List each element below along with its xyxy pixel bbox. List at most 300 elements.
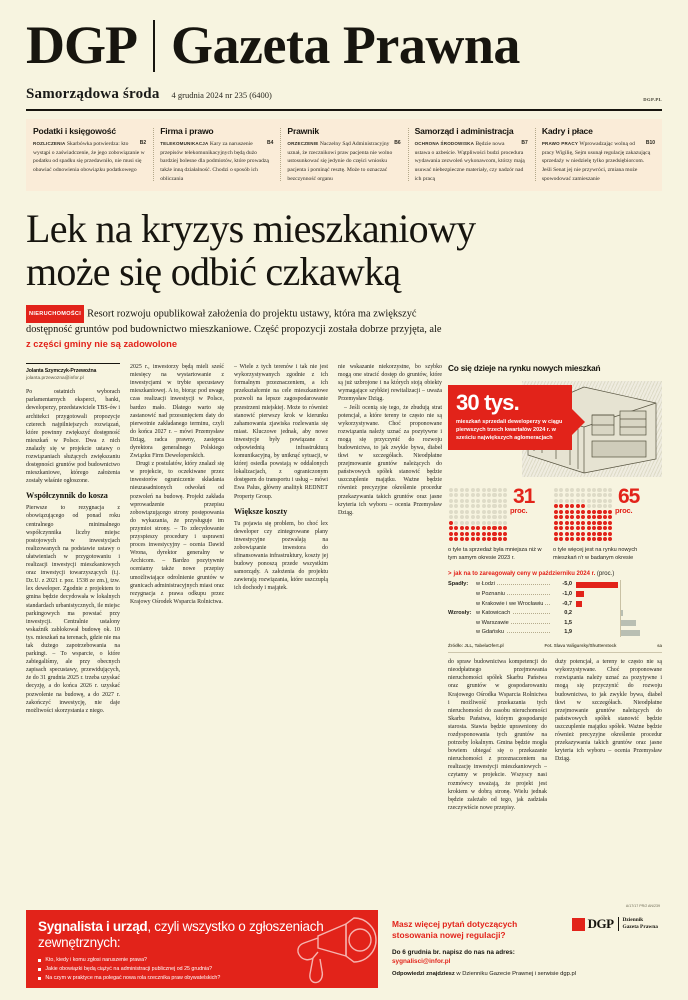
dot-row — [448, 520, 510, 525]
chart-value-label: 1,5 — [564, 619, 572, 626]
dot — [460, 526, 464, 530]
chart-category-name: w Krakowie i we Wrocławiu — [476, 600, 544, 607]
chart-title-text: jak na to zareagowały ceny w październiku 2024 r. — [453, 570, 596, 577]
dot — [581, 521, 585, 525]
teaser-body — [160, 140, 273, 183]
chart-category-label — [476, 591, 550, 597]
dot — [608, 504, 612, 508]
dot — [454, 499, 458, 503]
chart-group-label: Spadły: — [448, 581, 469, 588]
dot — [603, 521, 607, 525]
dot — [603, 526, 607, 530]
dot — [460, 488, 464, 492]
teaser-page-ref: B10 — [645, 140, 656, 146]
dot — [565, 521, 569, 525]
stat-value: 65 — [618, 485, 640, 509]
chart-zero-line — [620, 599, 621, 609]
dot — [570, 526, 574, 530]
dot — [449, 499, 453, 503]
dot — [581, 537, 585, 541]
dot — [559, 537, 563, 541]
dot — [471, 521, 475, 525]
chart-bar-track — [576, 628, 662, 638]
source-line — [448, 643, 662, 653]
dot — [503, 510, 507, 514]
chart-value-label: -1,0 — [562, 590, 572, 597]
dot — [581, 515, 585, 519]
dot — [570, 537, 574, 541]
dot — [603, 504, 607, 508]
teaser-kicker: TELEKOMUNIKACJA — [160, 141, 209, 146]
chart-row — [448, 628, 662, 638]
dot — [608, 510, 612, 514]
dot — [554, 537, 558, 541]
chevron-right-icon: > — [448, 570, 452, 577]
teaser-body — [415, 140, 528, 183]
dot — [603, 532, 607, 536]
dot — [608, 488, 612, 492]
dgp-logo: DGP — [26, 15, 137, 75]
dot — [559, 488, 563, 492]
dot — [498, 499, 502, 503]
dot — [587, 504, 591, 508]
dot-row — [553, 520, 615, 525]
dot — [576, 504, 580, 508]
dot — [487, 537, 491, 541]
dot — [503, 504, 507, 508]
article-column-1 — [26, 363, 130, 812]
dot — [487, 499, 491, 503]
dot — [570, 532, 574, 536]
dot — [471, 515, 475, 519]
dot — [482, 526, 486, 530]
ad-answer-line — [392, 971, 662, 977]
byline-rule — [26, 363, 120, 364]
dot — [498, 493, 502, 497]
ad-headline-rest: , czyli wszystko o zgłoszeniach zewnętrznych: — [38, 919, 324, 950]
teaser-text: Skarbówka potwierdza: kto wystąpi o zaświadczenie, że jego zobowiązanie w podatku od spadku się przedawniło, nie musi się obawiać odnowienia obowiązku podatkowego — [33, 141, 145, 173]
dot — [603, 488, 607, 492]
dot — [492, 510, 496, 514]
dot — [498, 510, 502, 514]
dot — [492, 493, 496, 497]
chart-category-name: w Gdańsku — [476, 629, 504, 636]
dot — [597, 515, 601, 519]
chart-row — [448, 608, 662, 618]
stat-top — [448, 487, 549, 542]
dot — [503, 499, 507, 503]
dot — [592, 499, 596, 503]
chart-bar — [576, 601, 582, 607]
dot — [487, 515, 491, 519]
dot — [559, 515, 563, 519]
dot — [449, 537, 453, 541]
dot — [581, 493, 585, 497]
dot — [581, 504, 585, 508]
chart-zero-line — [620, 580, 621, 590]
dot — [597, 510, 601, 514]
dot — [554, 526, 558, 530]
dot — [498, 526, 502, 530]
dot — [449, 504, 453, 508]
dot — [476, 510, 480, 514]
lead-highlight: z części gminy nie są zadowolone — [26, 338, 178, 350]
teaser-heading: Podatki i księgowość — [33, 126, 116, 136]
dot — [597, 493, 601, 497]
teaser-kadry-i-place[interactable] — [535, 126, 662, 183]
dot — [576, 521, 580, 525]
dot — [559, 526, 563, 530]
dot-row — [448, 531, 510, 536]
dot — [487, 521, 491, 525]
dot — [554, 532, 558, 536]
paragraph: do spraw budownictwa kompetencji do nieodpłatnego przejmowania nieruchomości spółek Skarbu Państwa oraz gruntów w gospodarowaniu Krajowego Ośrodka Wsparcia Rolnictwa i możliwość przekazania tych nieruchomości do zasobu nieruchomości Skarbu Państwa, którym gospodaruje starosta. Stawia będzie uprawniony do rozdysponowania tych gruntów na potrzeby lokalnym. Gmina będzie mogła bowiem ubiegać się o przekazanie nieruchomości z przeznaczeniem na realizację inwestycji mieszkaniowych – czytamy w projekcie. Wszyscy nasi rozmówcy uważają, że projekt jest krokiem w dobrą stronę. Wielu jednak będzie zależało od tego, jak zadziała rzeczywiście nowe przepisy. — [448, 659, 547, 811]
dot — [476, 515, 480, 519]
lead-text: Resort rozwoju opublikował założenia do projektu ustawy, która ma zwiększyć dostępność gruntów pod budownictwo mieszkaniowe. Część propozycji została dobrze przyjęta, ale — [26, 308, 442, 335]
chart-value-label: -0,7 — [562, 600, 572, 607]
infographic-title: Co się dzieje na rynku nowych mieszkań — [448, 363, 601, 374]
dot — [603, 499, 607, 503]
paragraph: – Wiele z tych terenów i tak nie jest wykorzystywanych zgodnie z ich formalnym przeznaczeniem, a ich przekształcenie na cele mieszkaniowe pozwoli na lepsze zagospodarowanie przestrzeni miejskiej. Może to również stanowić pierwszy krok w kierunku zahamowania zjawiska rozlewania się miast. Kluczowe jednak, aby nowe inwestycje były powiązane z odpowiednią infrastrukturą komunikacyjną, by uniknąć sytuacji, w której osiedla powstają w oddalonych lokalizacjach, z ograniczonym dostępem do transportu i usług – mówi Ewa Palus, główny analityk REDNET Property Group. — [234, 364, 328, 500]
bullet-text: Na czym w praktyce ma polegać nowa rola rzecznika praw obywatelskich? — [45, 975, 221, 981]
stat-card-2 — [553, 487, 658, 563]
dot — [559, 499, 563, 503]
dot — [503, 532, 507, 536]
paragraph: Po ostatnich wyborach parlamentarnych eksperci, banki, deweloperzy, przedstawiciele TBS-ów i architekci przygotowali propozycje czterech najpilniejszych rozwiązań, które powinny zwiększyć dostępność mieszkań w Polsce. Dwa z nich znalazły się w projekcie ustawy o rozwiązaniach służących zwiększaniu dostępności gruntów pod budownictwo mieszkaniowe, którego założenia zostały właśnie ogłoszone. — [26, 389, 120, 485]
stat-group — [448, 487, 662, 563]
dot — [559, 521, 563, 525]
bullet-text: Jakie obowiązki będą ciążyć na administracji publicznej od 25 grudnia? — [45, 966, 213, 972]
teaser-page-ref: B7 — [521, 140, 528, 146]
teaser-text: Wprowadzając wolną od pracy Wigilię, Sejm usunął regulację zakazującą sprzedaży w niedzielę tylko przedsiębiorcom. Jeśli Senat jej nie przywróci, zmiana może spowodować zamieszanie — [541, 141, 651, 182]
dot — [482, 493, 486, 497]
dot — [471, 504, 475, 508]
dot — [581, 510, 585, 514]
teaser-body — [287, 140, 400, 183]
teaser-page-ref: B4 — [267, 140, 274, 146]
chart-row — [448, 580, 662, 590]
dot — [454, 515, 458, 519]
teaser-heading: Prawnik — [287, 126, 319, 136]
info-column-1 — [448, 658, 555, 812]
dot — [465, 488, 469, 492]
paragraph: Tu pojawia się problem, bo choć lex deweloper czy zintegrowane plany inwestycyjne pozwalają na zobowiązanie inwestora do sfinansowania infrastruktury, koszty jej budowy ponoszą przede wszystkim samorządy. A założenia do projektu zawierają rozwiązania, które uszczuplą ich dochody i majątek. — [234, 520, 328, 592]
dot — [554, 499, 558, 503]
dot — [608, 532, 612, 536]
dot — [592, 532, 596, 536]
chart-value-label: 0,2 — [564, 610, 572, 617]
dot — [460, 532, 464, 536]
edition-date: 4 grudnia 2024 nr 235 (6400) — [171, 90, 272, 100]
chart-category-label — [476, 601, 550, 607]
dot — [476, 526, 480, 530]
dot — [587, 532, 591, 536]
dot — [449, 521, 453, 525]
paragraph: Pierwsze to rezygnacja z obowiązującego od ponad roku centralnego minimalnego współczynnika liczby miejsc postojowych w inwestycjach realizowanych na podstawie ustawy o ułatwieniach w przygotowaniu i realizacji inwestycji mieszkaniowych oraz inwestycji towarzyszących (t.j. Dz.U. z 2021 r. poz. 1538 ze zm.), tzw. lex deweloper. Zgodnie z projektem to gmina będzie decydowała w lokalnych standardach urbanistycznych, ile miejsc parkingowych ma powstać przy inwestycji. Centralnie ustalony wskaźnik zablokował budowę ok. 10 tys. mieszkań na terenach, gdzie nie ma tak dużego zapotrzebowania na parkingi. – To wsparcie, o które zabiegaliśmy, ale przy obecnych zapisach specustawy, przewidujących, że do 31 grudnia 2025 r. trzeba uzyskać decyzję, a do końca 2026 r. uzyskać pozwolenie na budowę, a do 2027 r. zakończyć inwestycję, nie daje możliwości skorzystania z niego. — [26, 505, 120, 714]
dot — [492, 521, 496, 525]
dot — [487, 526, 491, 530]
teaser-firma-i-prawo[interactable] — [153, 126, 280, 183]
dot — [554, 504, 558, 508]
dot — [454, 510, 458, 514]
dot — [576, 537, 580, 541]
dot — [465, 537, 469, 541]
dot — [471, 532, 475, 536]
ad-logo-text: DGP — [587, 916, 614, 931]
dot — [592, 526, 596, 530]
paragraph: duży potencjał, a tereny te często nie są wykorzystywane. Choć proponowane rozwiązania należy uznać za pozytywne i mogą się przyczynić do rozwoju budownictwa, to jak zwykle bywa, diabeł tkwi w szczegółach. Nieodpłatne przejmowanie gruntów należących do państwowych spółek stanowić będzie uszczuplenie majątku spółek. Ważne będzie również precyzyjne określenie procedur przekazywania takich gruntów oraz jasne kryteria ich wyboru – ocenia Przemysław Dziąg. — [555, 659, 662, 763]
chart-category-label — [476, 581, 550, 587]
masthead-subline — [26, 86, 662, 111]
chart-row — [448, 618, 662, 628]
chart-value-label: -5,0 — [562, 581, 572, 588]
dot — [587, 521, 591, 525]
dot-matrix-2 — [553, 487, 615, 542]
dot — [487, 510, 491, 514]
dot — [460, 515, 464, 519]
info-column-2 — [555, 658, 662, 812]
dot — [465, 515, 469, 519]
source-right: Fot. Slava Valigursky/Shutterstock — [544, 643, 617, 649]
dot — [603, 537, 607, 541]
dot — [487, 532, 491, 536]
chart-row — [448, 589, 662, 599]
dot — [498, 515, 502, 519]
dot — [559, 510, 563, 514]
dot — [587, 515, 591, 519]
dot — [565, 532, 569, 536]
dot — [487, 504, 491, 508]
dot — [471, 493, 475, 497]
dot — [454, 488, 458, 492]
dot — [608, 537, 612, 541]
dot — [460, 510, 464, 514]
category-badge: NIERUCHOMOŚCI — [26, 305, 84, 323]
dot — [482, 504, 486, 508]
dot — [565, 493, 569, 497]
dot — [570, 504, 574, 508]
edition-title: Samorządowa środa — [26, 86, 160, 102]
dot — [498, 532, 502, 536]
dot — [597, 504, 601, 508]
dot — [565, 504, 569, 508]
ad-left-panel — [26, 910, 378, 988]
dot-row — [448, 536, 510, 541]
chart-category-name: w Łodzi — [476, 581, 495, 588]
ad-answer-bold: Odpowiedzi znajdziesz — [392, 971, 455, 977]
infographic — [444, 363, 662, 812]
dot — [454, 493, 458, 497]
dot — [460, 504, 464, 508]
dot — [576, 515, 580, 519]
dot — [503, 521, 507, 525]
dot — [576, 493, 580, 497]
dot — [597, 526, 601, 530]
dot — [587, 488, 591, 492]
dot-row — [553, 536, 615, 541]
dot — [587, 537, 591, 541]
chart-bar — [621, 630, 640, 636]
stat-caption: o tyle ta sprzedaż była mniejsza niż w tym samym okresie 2023 r. — [448, 546, 542, 562]
dot — [592, 493, 596, 497]
dot — [449, 493, 453, 497]
chart-category-name: w Katowicach — [476, 610, 511, 617]
dot — [597, 521, 601, 525]
chart-bar-track — [576, 580, 662, 590]
dot — [465, 493, 469, 497]
paragraph: nie wskazanie niekorzystne, bo szybko mogą one stracić dostęp do gruntów, które są już uzbrojone i na których stoją obiekty wymagające szybkiej rewitalizacji – uważa Przemysław Dziąg. — [338, 364, 442, 403]
dot — [498, 537, 502, 541]
dot — [492, 515, 496, 519]
chart-bar — [621, 620, 636, 626]
price-change-chart — [448, 580, 662, 638]
dot — [454, 504, 458, 508]
dot — [581, 488, 585, 492]
dot — [449, 510, 453, 514]
chart-category-label — [476, 629, 550, 635]
byline-email[interactable]: jolanta.przewozna@infor.pl — [26, 376, 84, 382]
dot — [570, 515, 574, 519]
headline-line-2: może się odbić czkawką — [26, 249, 401, 295]
dot — [471, 510, 475, 514]
chart-title-unit: (proc.) — [596, 570, 615, 577]
paragraph: – Jeśli ocenią się tego, że zbudują strat potencjał, a które tereny te często nie są wykorzystywane. Choć proponowane rozwiązania należy uznać za pozytywne i mogą się przyczynić do rozwoju budownictwa, to jak zwykle bywa, diabeł tkwi w szczegółach. Nieodpłatne przejmowanie gruntów należących do państwowych spółek stanowić będzie uszczuplenie majątku. Ważne będzie również precyzyjne określenie procedur przekazywania takich gruntów oraz jasne kryteria ich wyboru – ocenia Przemysław Dziąg. — [338, 404, 442, 516]
page-title — [26, 207, 662, 293]
dot — [454, 526, 458, 530]
teaser-kicker: ROZLICZENIA — [33, 141, 66, 146]
masthead — [0, 0, 688, 111]
teaser-podatki-i-ksiegowosc[interactable] — [26, 126, 153, 183]
teaser-prawnik[interactable] — [280, 126, 407, 183]
hero-number: 30 tys. — [456, 390, 519, 416]
dot — [492, 504, 496, 508]
stat-value: 31 — [513, 485, 535, 509]
bullet-text: Kto, kiedy i komu zgłosi naruszenie prawa? — [45, 957, 147, 963]
dot — [454, 532, 458, 536]
dot — [559, 532, 563, 536]
dot-row — [553, 531, 615, 536]
dot — [576, 499, 580, 503]
dot — [570, 499, 574, 503]
dot — [487, 488, 491, 492]
dot — [492, 499, 496, 503]
dot — [498, 504, 502, 508]
chart-bar — [576, 582, 618, 588]
stat-unit: proc. — [615, 506, 633, 516]
dot — [482, 537, 486, 541]
ad-logo-sub-line1: Dziennik — [622, 917, 644, 924]
dot — [465, 504, 469, 508]
bottom-advertisement[interactable] — [26, 904, 662, 988]
teaser-text: Będzie nowa ustawa o azbeście. Wątpliwości budzi procedura wydawania zezwoleń wykonawcom, którzy mają usuwać niebezpieczne materiały, czy nadzór nad ich pracą — [414, 141, 525, 182]
dot — [570, 488, 574, 492]
stat-unit: proc. — [510, 506, 528, 516]
dgp-mark-icon — [572, 918, 585, 931]
dot — [592, 504, 596, 508]
dot — [587, 510, 591, 514]
dot — [471, 488, 475, 492]
teaser-samorzad-i-administracja[interactable] — [408, 126, 535, 183]
teaser-heading: Samorząd i administracja — [414, 126, 514, 136]
dot — [503, 488, 507, 492]
hero-stat-box — [448, 385, 572, 450]
teaser-text: Naczelny Sąd Administracyjny uznał, że rzecznikowi praw pacjenta nie wolno ustosunkować się jedynie do części wniosku pacjenta i pominąć resztę. Może to oznaczać bezczynność organu — [287, 141, 393, 182]
dot — [603, 510, 607, 514]
dot — [608, 526, 612, 530]
dot — [460, 521, 464, 525]
dot — [465, 526, 469, 530]
dot — [608, 499, 612, 503]
dot — [454, 521, 458, 525]
chart-category-label — [476, 610, 550, 616]
chart-bar-track — [576, 599, 662, 609]
dot — [592, 521, 596, 525]
article-column-4 — [338, 363, 442, 812]
dot — [603, 493, 607, 497]
teaser-text: Kary za naruszenie przepisów telekomunikacyjnych będą dużo bardziej bolesne dla podmiotów, które prowadzą także inną działalność. Chodzi o sposób ich obliczania — [160, 141, 269, 182]
headline-line-1: Lek na kryzys mieszkaniowy — [26, 206, 476, 252]
dot — [565, 537, 569, 541]
chart-zero-line — [620, 589, 621, 599]
dot — [592, 537, 596, 541]
gazeta-prawna-logo: Gazeta Prawna — [171, 15, 520, 75]
dot — [565, 526, 569, 530]
dot — [465, 510, 469, 514]
dot — [592, 510, 596, 514]
dot — [581, 532, 585, 536]
ad-logo-subtitle — [623, 917, 658, 930]
dot — [471, 499, 475, 503]
dot — [503, 515, 507, 519]
chart-title — [448, 571, 662, 577]
article-column-2 — [130, 363, 234, 812]
chart-bar — [576, 591, 584, 597]
dot — [565, 488, 569, 492]
stat-caption: o tyle więcej jest na rynku nowych mieszkań r/r w badanym okresie — [553, 546, 638, 562]
dot — [449, 515, 453, 519]
source-code: sa — [657, 643, 662, 649]
dot — [492, 488, 496, 492]
dot — [482, 499, 486, 503]
main-content — [26, 363, 662, 812]
chart-category-name: w Poznaniu — [476, 590, 505, 597]
dot — [487, 493, 491, 497]
ad-headline-bold: Sygnalista i urząd — [38, 919, 148, 934]
chart-bar — [621, 610, 623, 616]
stat-figure — [615, 487, 639, 515]
stat-card-1 — [448, 487, 553, 563]
infographic-hero — [448, 377, 662, 483]
dot — [465, 521, 469, 525]
ad-email-link[interactable]: sygnalisci@infor.pl — [392, 958, 451, 965]
dot — [597, 499, 601, 503]
dot — [503, 526, 507, 530]
source-left: Źródło: JLL, TabelaOfert.pl — [448, 643, 504, 649]
dot — [554, 510, 558, 514]
dot — [554, 521, 558, 525]
dot — [482, 521, 486, 525]
dot — [460, 537, 464, 541]
dot — [570, 493, 574, 497]
chart-bar-track — [576, 618, 662, 628]
dot — [476, 488, 480, 492]
ad-dgp-logo — [572, 916, 658, 932]
ad-answer-rest: w Dzienniku Gazecie Prawnej i serwisie dgp.pl — [454, 971, 576, 977]
dot — [559, 493, 563, 497]
dot — [465, 499, 469, 503]
logo-row — [26, 15, 662, 75]
dot — [565, 510, 569, 514]
